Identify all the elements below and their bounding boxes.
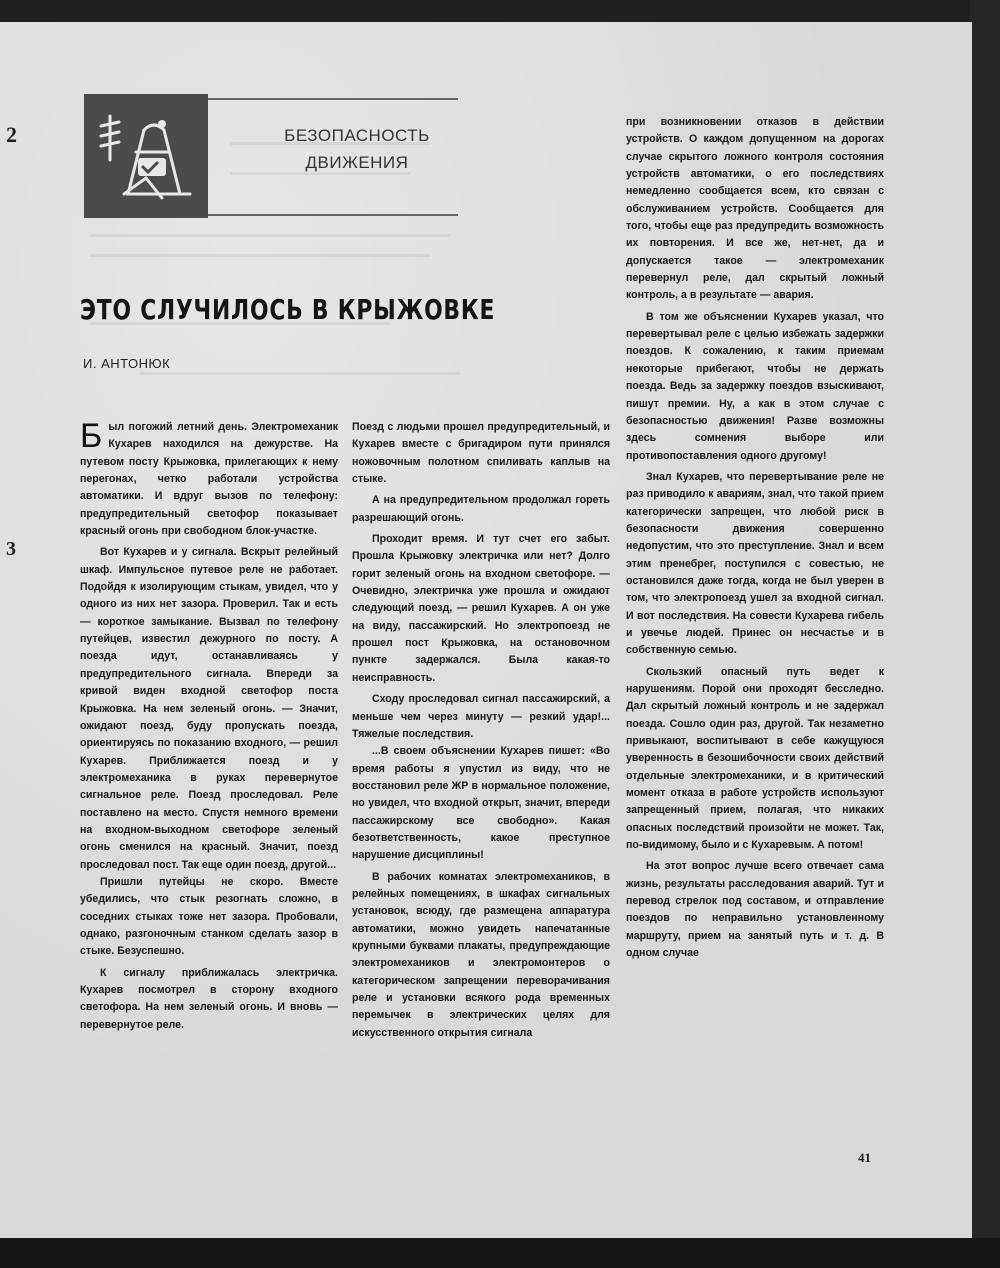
paragraph: К сигналу приближалась электричка. Кухарев посмотрел в сторону входного светофора. На нем зеленый огонь. И вновь — перевернутое реле. xyxy=(80,966,338,1031)
rubric-line-2: ДВИЖЕНИЯ xyxy=(305,153,409,172)
paragraph: Сходу проследовал сигнал пассажирский, а меньше чем через минуту — резкий удар!... Тяжелые последствия. xyxy=(352,693,610,740)
paragraph: Поезд с людьми прошел предупредительный, и Кухарев вместе с бригадиром пути принялся ножовочным полотном спиливать каплыв на стыке. xyxy=(352,421,610,486)
show-through xyxy=(140,372,460,375)
article-author: И. АНТОНЮК xyxy=(83,356,171,371)
paragraph: А на предупредительном продолжал гореть разрешающий огонь. xyxy=(352,494,610,524)
edge-mark-bottom: 3 xyxy=(6,538,16,560)
paragraph: В рабочих комнатах электромехаников, в релейных помещениях, в шкафах сигнальных установок, всюду, где размещена аппаратура автоматики, можно увидеть напечатанные крупными буквами плакаты, предупреждающие электромехаников и электромонтеров о категорическом запрещении переворачивания реле и установки всякого рода временных перемычек в электрических целях для искусственного открытия сигнала xyxy=(352,870,610,1039)
paragraph: В том же объяснении Кухарев указал, что перевертывал реле с целью избежать задержки поездов. К сожалению, к таким приемам некоторые прибегают, чтобы не держать поезда. Ведь за задержку поездов взыскивают, пишут премии. Ну, а как в этом случае с безопасностью движения! Разве возможны здесь сомнения выборе или противопоставления одного другому! xyxy=(626,310,884,462)
magazine-page xyxy=(0,22,972,1238)
edge-mark-top: 2 xyxy=(6,122,17,147)
drop-cap: Б xyxy=(80,417,103,455)
rubric-title xyxy=(232,122,482,176)
scan-edge-top xyxy=(0,0,1000,22)
railway-signal-locomotive-icon xyxy=(84,94,208,218)
page-number: 41 xyxy=(858,1150,871,1165)
text-column-3 xyxy=(626,114,884,963)
paragraph: при возникновении отказов в действии устройств. О каждом допущенном на дорогах случае скрытого ложного контроля состояния устройств автоматики, о его последствиях немедленно сообщается всем, кто связан с обслуживанием устройств. Сообщается для того, чтобы еще раз предупредить возможность их повторения. И все же, нет-нет, да и допускается такое — электромеханик перевернул реле, дал скрытый ложный контроль, а в результате — авария. xyxy=(626,116,884,302)
paragraph: Пришли путейцы не скоро. Вместе убедились, что стык резогнать сложно, в соседних стыках тоже нет зазора. Пробовали, однако, разгоночным станком сделать зазор в стыке. Безуспешно. xyxy=(80,875,338,958)
paragraph: Знал Кухарев, что перевертывание реле не раз приводило к авариям, знал, что такой прием категорически запрещен, что любой риск в безопасности движения совершенно недопустим, что это преступление. Знал и всем этим пренебрег, поступился с совестью, не остановился даже тогда, когда не был уверен в том, что электропоезд ушел за входной сигнал. И вот последствия. На совести Кухарева гибель и увечье людей. Принес он несчастье и в собственную семью. xyxy=(626,470,884,657)
show-through xyxy=(90,254,430,257)
scan-edge-right xyxy=(970,0,1000,1268)
rubric-logo xyxy=(84,94,208,218)
paragraph: Скользкий опасный путь ведет к нарушениям. Порой они проходят бесследно. Дал скрытый ложный контроль и не задержал поезда. Сошло один раз, другой. Так незаметно привыкают, воспитывают в себе кажущуюся уверенность в безошибочности своих действий отдельные электромеханики, и в критический момент отказа в работе устройств используют запрещенный прием, полагая, что никаких опасных последствий произойти не может. Так, по-видимому, было и с Кухаревым. А потом! xyxy=(626,665,884,852)
paragraph: Проходит время. И тут счет его забыт. Прошла Крыжовку электричка или нет? Долго горит зеленый огонь на входном светофоре. — Очевидно, электричка уже прошла и ожидают следующий поезд, — решил Кухарев. А он уже на виду, пассажирский. Но электропоезд не прошел пост Крыжовка, на остановочном пункте задержался. Была какая-то неисправность. xyxy=(352,533,610,684)
text-column-2 xyxy=(352,419,610,1042)
article-title: ЭТО СЛУЧИЛОСЬ В КРЫЖОВКЕ xyxy=(80,293,496,326)
rubric-rule-bottom xyxy=(208,214,458,216)
paragraph: На этот вопрос лучше всего отвечает сама жизнь, результаты расследования аварий. Тут и перевод стрелок под составом, и отправление поездов по неправильно установленному маршруту, прием на занятый путь и т. д. В одном случае xyxy=(626,860,884,960)
paragraph: Был погожий летний день. Электромеханик Кухарев находился на дежурстве. На путевом посту Крыжовка, прилегающих к нему перегонах, четко работали устройства автоматики. И вдруг вызов по телефону: предупредительный светофор показывает красный огонь при свободном блок-участке. xyxy=(80,417,338,538)
text-column-1 xyxy=(80,419,338,1034)
rubric-line-1: БЕЗОПАСНОСТЬ xyxy=(284,126,430,145)
scan-edge-bottom xyxy=(0,1238,1000,1268)
rubric-rule-top xyxy=(208,98,458,100)
paragraph: ...В своем объяснении Кухарев пишет: «Во время работы я упустил из виду, что не восстановил реле ЖР в нормальное положение, но увидел, что входной открыт, значит, впереди пассажирскому все свободно». Какая безответственность, какое преступное нарушение дисциплины! xyxy=(352,745,610,862)
paragraph: Вот Кухарев и у сигнала. Вскрыт релейный шкаф. Импульсное путевое реле не работает. Подойдя к изолирующим стыкам, увидел, что у одного из них нет зазора. Проверил. Так и есть — короткое замыкание. Вызвал по телефону путейцев, известил дежурного по посту. А поезда идут, останавливаясь у предупредительного сигнала. Впереди за кривой виден входной светофор поста Крыжовка. На нем зеленый огонь. — Значит, ожидают поезд, буду пропускать поезда, ориентируясь по показанию входного, — решил Кухарев. Приближается поезд и у электромеханика в руках перевернутое сигнальное реле. Поезд проследовал. Реле поставлено на место. Спустя немного времени на входном-выходном светофоре зеленый огонь сменился на красный. Значит, поезд проследовал пост. Так еще один поезд, другой... xyxy=(80,546,338,871)
show-through xyxy=(90,234,450,237)
